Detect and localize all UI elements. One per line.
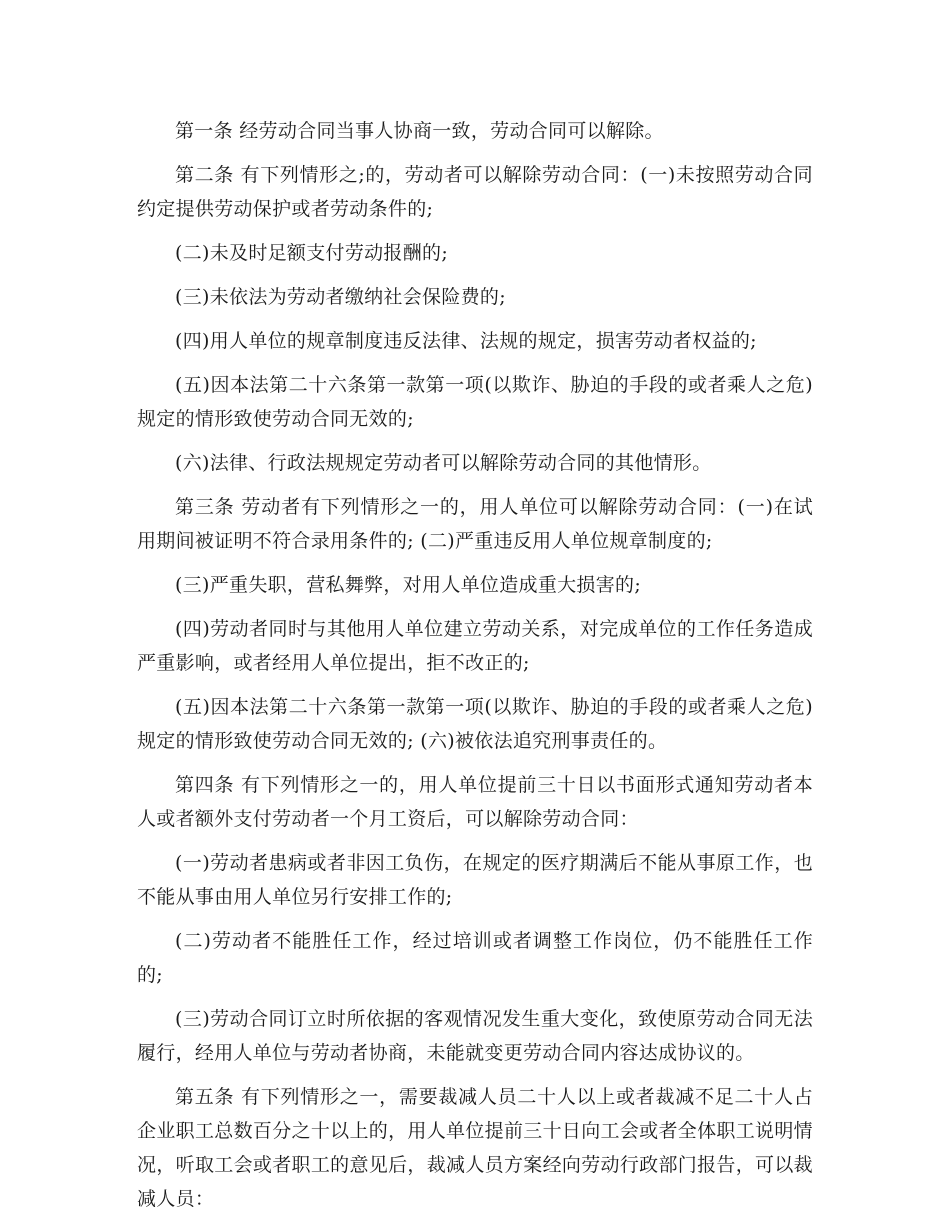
- paragraph-article-3: 第三条 劳动者有下列情形之一的，用人单位可以解除劳动合同：(一)在试用期间被证明不符合录用条件的; (二)严重违反用人单位规章制度的;: [137, 496, 813, 552]
- paragraph-article-3-item-5: (五)因本法第二十六条第一款第一项(以欺诈、胁迫的手段的或者乘人之危)规定的情形致使劳动合同无效的; (六)被依法追究刑事责任的。: [137, 696, 813, 752]
- paragraph-article-2-item-5: (五)因本法第二十六条第一款第一项(以欺诈、胁迫的手段的或者乘人之危)规定的情形致使劳动合同无效的;: [137, 374, 813, 430]
- paragraph-article-2-item-3: (三)未依法为劳动者缴纳社会保险费的;: [175, 286, 506, 308]
- paragraph-article-3-item-4: (四)劳动者同时与其他用人单位建立劳动关系，对完成单位的工作任务造成严重影响，或者经用人单位提出，拒不改正的;: [137, 618, 813, 674]
- paragraph-article-4-item-2: (二)劳动者不能胜任工作，经过培训或者调整工作岗位，仍不能胜任工作的;: [137, 930, 813, 986]
- paragraph-article-2: 第二条 有下列情形之;的，劳动者可以解除劳动合同：(一)未按照劳动合同约定提供劳动保护或者劳动条件的;: [137, 164, 813, 220]
- paragraph-article-5: 第五条 有下列情形之一，需要裁减人员二十人以上或者裁减不足二十人占企业职工总数百分之十以上的，用人单位提前三十日向工会或者全体职工说明情况，听取工会或者职工的意见后，裁减人员方案经向劳动行政部门报告，可以裁减人员：: [137, 1086, 813, 1210]
- paragraph-article-2-item-6: (六)法律、行政法规规定劳动者可以解除劳动合同的其他情形。: [175, 452, 712, 474]
- paragraph-article-2-item-2: (二)未及时足额支付劳动报酬的;: [175, 242, 449, 264]
- paragraph-article-3-item-3: (三)严重失职，营私舞弊，对用人单位造成重大损害的;: [175, 574, 642, 596]
- paragraph-article-1: 第一条 经劳动合同当事人协商一致，劳动合同可以解除。: [175, 120, 664, 142]
- paragraph-article-2-item-4: (四)用人单位的规章制度违反法律、法规的规定，损害劳动者权益的;: [175, 330, 757, 352]
- paragraph-article-4-item-1: (一)劳动者患病或者非因工负伤，在规定的医疗期满后不能从事原工作，也不能从事由用人单位另行安排工作的;: [137, 852, 813, 908]
- paragraph-article-4: 第四条 有下列情形之一的，用人单位提前三十日以书面形式通知劳动者本人或者额外支付劳动者一个月工资后，可以解除劳动合同：: [137, 774, 813, 830]
- paragraph-article-4-item-3: (三)劳动合同订立时所依据的客观情况发生重大变化，致使原劳动合同无法履行，经用人单位与劳动者协商，未能就变更劳动合同内容达成协议的。: [137, 1008, 813, 1064]
- document-body: [137, 114, 813, 1226]
